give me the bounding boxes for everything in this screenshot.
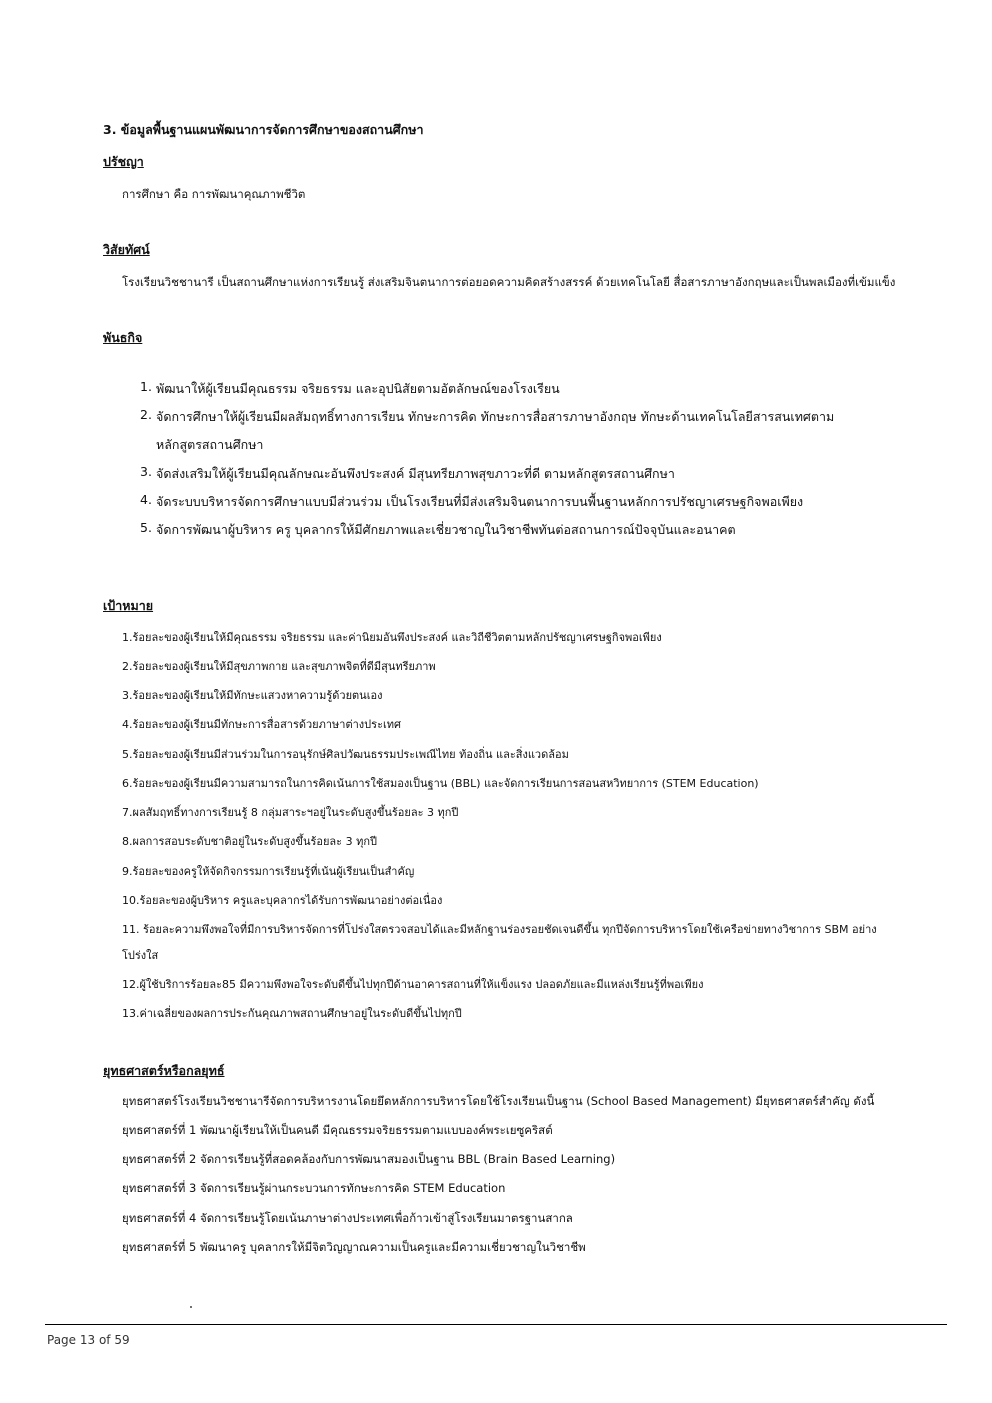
goal-item: 2.ร้อยละของผู้เรียนให้มีสุขภาพกาย และสุขภาพจิตที่ดีมีสุนทรียภาพ xyxy=(122,660,436,673)
mission-item-number: 5. xyxy=(140,520,152,535)
goal-item: 10.ร้อยละของผู้บริหาร ครูและบุคลากรได้รับการพัฒนาอย่างต่อเนื่อง xyxy=(122,894,443,907)
mission-item-number: 1. xyxy=(140,379,152,394)
goal-item: 8.ผลการสอบระดับชาติอยู่ในระดับสูงขึ้นร้อยละ 3 ทุกปี xyxy=(122,835,377,848)
strategy-heading: ยุทธศาสตร์หรือกลยุทธ์ xyxy=(103,1063,225,1078)
mission-item-text: จัดการศึกษาให้ผู้เรียนมีผลสัมฤทธิ์ทางการเรียน ทักษะการคิด ทักษะการสื่อสารภาษาอังกฤษ ทักษะด้านเทคโนโลยีสารสนเทศตาม xyxy=(156,409,835,424)
goal-item: 13.ค่าเฉลี่ยของผลการประกันคุณภาพสถานศึกษาอยู่ในระดับดีขึ้นไปทุกปี xyxy=(122,1007,462,1020)
mission-item-number: 3. xyxy=(140,464,152,479)
goal-item-continued: โปร่งใส xyxy=(122,949,159,962)
goal-item: 4.ร้อยละของผู้เรียนมีทักษะการสื่อสารด้วยภาษาต่างประเทศ xyxy=(122,718,401,731)
section-title: 3. ข้อมูลพื้นฐานแผนพัฒนาการจัดการศึกษาของสถานศึกษา xyxy=(103,122,424,137)
strategy-item: ยุทธศาสตร์ที่ 3 จัดการเรียนรู้ผ่านกระบวนการทักษะการคิด STEM Education xyxy=(122,1181,506,1195)
philosophy-heading: ปรัชญา xyxy=(103,154,144,169)
vision-heading: วิสัยทัศน์ xyxy=(103,242,150,257)
strategy-item: ยุทธศาสตร์ที่ 2 จัดการเรียนรู้ที่สอดคล้องกับการพัฒนาสมองเป็นฐาน BBL (Brain Based Learning) xyxy=(122,1152,616,1166)
strategy-intro: ยุทธศาสตร์โรงเรียนวิชชานารีจัดการบริหารงานโดยยึดหลักการบริหารโดยใช้โรงเรียนเป็นฐาน (School Based Management) มียุทธศาสตร์สำคัญ ดังนี้ xyxy=(122,1094,875,1108)
goal-item: 12.ผู้ใช้บริการร้อยละ85 มีความพึงพอใจระดับดีขึ้นไปทุกปีด้านอาคารสถานที่ให้แข็งแรง ปลอดภัยและมีแหล่งเรียนรู้ที่พอเพียง xyxy=(122,978,704,991)
footer-rule xyxy=(45,1324,947,1325)
strategy-item: ยุทธศาสตร์ที่ 5 พัฒนาครู บุคลากรให้มีจิตวิญญาณความเป็นครูและมีความเชี่ยวชาญในวิชาชีพ xyxy=(122,1240,586,1254)
goal-item: 6.ร้อยละของผู้เรียนมีความสามารถในการคิดเน้นการใช้สมองเป็นฐาน (BBL) และจัดการเรียนการสอนสหวิทยาการ (STEM Education) xyxy=(122,777,759,790)
mission-item-text-continued: หลักสูตรสถานศึกษา xyxy=(156,437,264,452)
goal-item: 1.ร้อยละของผู้เรียนให้มีคุณธรรม จริยธรรม และค่านิยมอันพึงประสงค์ และวิถีชีวิตตามหลักปรัชญาเศรษฐกิจพอเพียง xyxy=(122,631,662,644)
mission-item-number: 4. xyxy=(140,492,152,507)
goal-item: 9.ร้อยละของครูให้จัดกิจกรรมการเรียนรู้ที่เน้นผู้เรียนเป็นสำคัญ xyxy=(122,865,415,878)
mission-item-text: จัดระบบบริหารจัดการศึกษาแบบมีส่วนร่วม เป็นโรงเรียนที่มีส่งเสริมจินตนาการบนพื้นฐานหลักการปรัชญาเศรษฐกิจพอเพียง xyxy=(156,494,804,509)
goal-item: 3.ร้อยละของผู้เรียนให้มีทักษะแสวงหาความรู้ด้วยตนเอง xyxy=(122,689,383,702)
stray-dot xyxy=(190,1306,192,1308)
goals-heading: เป้าหมาย xyxy=(103,598,154,613)
philosophy-text: การศึกษา คือ การพัฒนาคุณภาพชีวิต xyxy=(122,187,306,201)
page-number: Page 13 of 59 xyxy=(47,1333,130,1347)
vision-text: โรงเรียนวิชชานารี เป็นสถานศึกษาแห่งการเรียนรู้ ส่งเสริมจินตนาการต่อยอดความคิดสร้างสรรค์ ด้วยเทคโนโลยี สื่อสารภาษาอังกฤษและเป็นพลเมืองที่เข้มแข็ง xyxy=(122,275,896,289)
mission-item-text: จัดส่งเสริมให้ผู้เรียนมีคุณลักษณะอันพึงประสงค์ มีสุนทรียภาพสุขภาวะที่ดี ตามหลักสูตรสถานศึกษา xyxy=(156,466,675,481)
strategy-item: ยุทธศาสตร์ที่ 1 พัฒนาผู้เรียนให้เป็นคนดี มีคุณธรรมจริยธรรมตามแบบองค์พระเยซูคริสต์ xyxy=(122,1123,553,1137)
strategy-item: ยุทธศาสตร์ที่ 4 จัดการเรียนรู้โดยเน้นภาษาต่างประเทศเพื่อก้าวเข้าสู่โรงเรียนมาตรฐานสากล xyxy=(122,1211,573,1225)
mission-heading: พันธกิจ xyxy=(103,330,143,345)
goal-item: 7.ผลสัมฤทธิ์ทางการเรียนรู้ 8 กลุ่มสาระฯอยู่ในระดับสูงขึ้นร้อยละ 3 ทุกปี xyxy=(122,806,459,819)
goal-item: 5.ร้อยละของผู้เรียนมีส่วนร่วมในการอนุรักษ์ศิลปวัฒนธรรมประเพณีไทย ท้องถิ่น และสิ่งแวดล้อม xyxy=(122,748,569,761)
mission-item-text: พัฒนาให้ผู้เรียนมีคุณธรรม จริยธรรม และอุปนิสัยตามอัตลักษณ์ของโรงเรียน xyxy=(156,381,560,396)
goal-item: 11. ร้อยละความพึงพอใจที่มีการบริหารจัดการที่โปร่งใสตรวจสอบได้และมีหลักฐานร่องรอยชัดเจนดีขึ้น ทุกปีจัดการบริหารโดยใช้เครือข่ายทางวิชาการ SBM อย่าง xyxy=(122,923,877,936)
mission-item-text: จัดการพัฒนาผู้บริหาร ครู บุคลากรให้มีศักยภาพและเชี่ยวชาญในวิชาชีพทันต่อสถานการณ์ปัจจุบันและอนาคต xyxy=(156,522,736,537)
mission-item-number: 2. xyxy=(140,407,152,422)
